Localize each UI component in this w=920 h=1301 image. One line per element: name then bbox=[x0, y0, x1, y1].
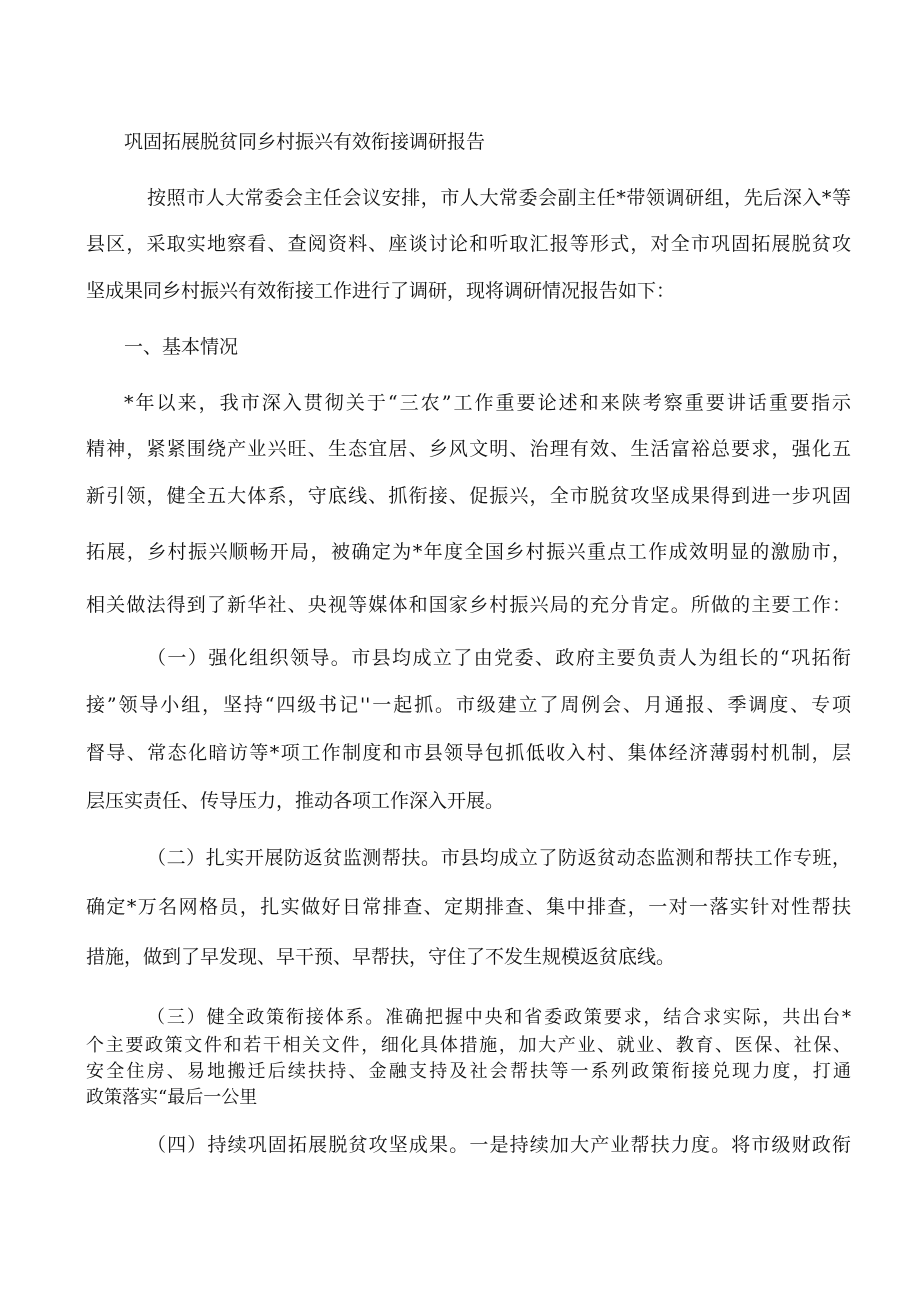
intro-line: 按照市人大常委会主任会议安排，市人大常委会副主任*带领调研组，先后深入*等 bbox=[147, 187, 851, 209]
item-line: （三）健全政策衔接体系。准确把握中央和省委政策要求，结合求实际，共出台* bbox=[147, 1007, 851, 1028]
intro-line: 坚成果同乡村振兴有效衔接工作进行了调研，现将调研情况报告如下： bbox=[86, 280, 676, 302]
item-line: （二）扎实开展防返贫监测帮扶。市县均成立了防返贫动态监测和帮扶工作专班， bbox=[147, 847, 851, 869]
body-line: 拓展，乡村振兴顺畅开局，被确定为*年度全国乡村振兴重点工作成效明显的激励市， bbox=[86, 541, 851, 563]
item-line: 确定*万名网格员，扎实做好日常排查、定期排查、集中排查，一对一落实针对性帮扶 bbox=[86, 896, 851, 918]
section-heading: 一、基本情况 bbox=[124, 336, 239, 358]
document-title: 巩固拓展脱贫同乡村振兴有效衔接调研报告 bbox=[124, 131, 486, 153]
body-line: 相关做法得到了新华社、央视等媒体和国家乡村振兴局的充分肯定。所做的主要工作： bbox=[86, 594, 851, 616]
item-line: 措施，做到了早发现、早干预、早帮扶，守住了不发生规模返贫底线。 bbox=[86, 946, 676, 968]
item-line: 安全住房、易地搬迁后续扶持、金融支持及社会帮扶等一系列政策衔接兑现力度，打通 bbox=[86, 1061, 851, 1082]
intro-line: 县区，采取实地察看、查阅资料、座谈讨论和听取汇报等形式，对全市巩固拓展脱贫攻 bbox=[86, 233, 851, 255]
item-line: 接”领导小组，坚持“四级书记''一起抓。市级建立了周例会、月通报、季调度、专项 bbox=[86, 694, 851, 716]
body-line: *年以来，我市深入贯彻关于“三农”工作重要论述和来陕考察重要讲话重要指示 bbox=[124, 392, 851, 414]
body-line: 精神，紧紧围绕产业兴旺、生态宜居、乡风文明、治理有效、生活富裕总要求，强化五 bbox=[86, 438, 851, 460]
item-line: 政策落实“最后一公里 bbox=[86, 1087, 258, 1108]
item-line: （四）持续巩固拓展脱贫攻坚成果。一是持续加大产业帮扶力度。将市级财政衔 bbox=[147, 1134, 851, 1156]
item-line: （一）强化组织领导。市县均成立了由党委、政府主要负责人为组长的“巩拓衔 bbox=[147, 647, 851, 669]
body-line: 新引领，健全五大体系，守底线、抓衔接、促振兴，全市脱贫攻坚成果得到进一步巩固 bbox=[86, 485, 851, 507]
item-line: 层压实责任、传导压力，推动各项工作深入开展。 bbox=[86, 790, 505, 812]
item-line: 督导、常态化暗访等*项工作制度和市县领导包抓低收入村、集体经济薄弱村机制，层 bbox=[86, 742, 851, 764]
item-line: 个主要政策文件和若干相关文件，细化具体措施，加大产业、就业、教育、医保、社保、 bbox=[86, 1035, 851, 1056]
